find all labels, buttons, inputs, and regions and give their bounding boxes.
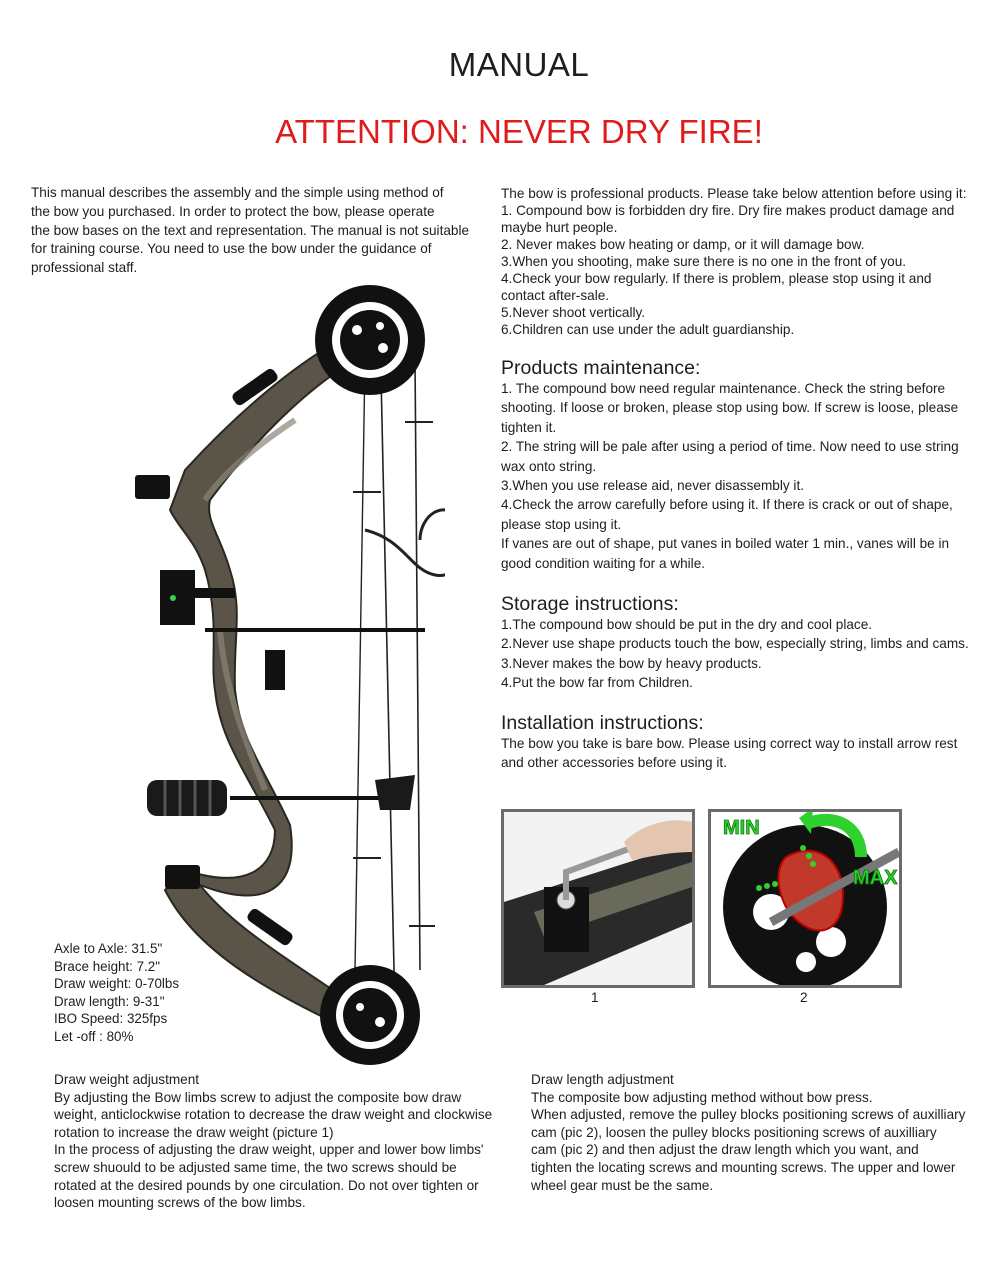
draw-weight-line: loosen mounting screws of the bow limbs.	[54, 1195, 306, 1211]
draw-length-line: wheel gear must be the same.	[531, 1177, 714, 1193]
maintenance-line: 1. The compound bow need regular maintenance. Check the string before	[501, 381, 946, 396]
storage-body	[501, 615, 981, 693]
draw-weight-line: By adjusting the Bow limbs screw to adjust the composite bow draw	[54, 1089, 462, 1105]
attention-line: maybe hurt people.	[501, 220, 618, 235]
attention-list	[501, 185, 981, 338]
spec-line: Draw length: 9-31"	[54, 993, 165, 1009]
attention-line: 1. Compound bow is forbidden dry fire. Dry fire makes product damage and	[501, 203, 955, 218]
draw-length-section	[531, 1071, 981, 1194]
storage-line: 4.Put the bow far from Children.	[501, 675, 693, 691]
draw-weight-line: screw shuould to be adjusted same time, the two screws should be	[54, 1159, 457, 1175]
intro-line: for training course. You need to use the bow under the guidance of	[31, 241, 432, 257]
attention-line: 3.When you shooting, make sure there is no one in the front of you.	[501, 254, 907, 269]
draw-weight-line: rotation to increase the draw weight (picture 1)	[54, 1124, 334, 1140]
storage-line: 3.Never makes the bow by heavy products.	[501, 655, 762, 671]
draw-weight-heading: Draw weight adjustment	[54, 1072, 200, 1087]
spec-line: Brace height: 7.2"	[54, 958, 160, 974]
installation-body	[501, 734, 981, 773]
draw-weight-line: rotated at the desired pounds by one circulation. Do not over tighten or	[54, 1177, 479, 1193]
maintenance-line: shooting. If loose or broken, please stop using bow. If screw is loose, please	[501, 400, 959, 416]
maintenance-line: good condition waiting for a while.	[501, 555, 706, 571]
cam-adjust-image	[711, 812, 899, 985]
storage-line: 1.The compound bow should be put in the dry and cool place.	[501, 617, 873, 632]
draw-weight-section	[54, 1071, 514, 1212]
draw-length-line: When adjusted, remove the pulley blocks positioning screws of auxilliary	[531, 1107, 966, 1123]
spec-line: IBO Speed: 325fps	[54, 1011, 168, 1027]
min-label: MIN	[723, 817, 760, 839]
attention-warning: ATTENTION: NEVER DRY FIRE!	[275, 113, 763, 150]
maintenance-line: If vanes are out of shape, put vanes in boiled water 1 min., vanes will be in	[501, 536, 950, 552]
intro-line: the bow bases on the text and representation. The manual is not suitable	[31, 222, 470, 238]
attention-line: 6.Children can use under the adult guardianship.	[501, 322, 795, 337]
draw-length-line: cam (pic 2) and then adjust the draw length which you want, and	[531, 1142, 919, 1158]
picture-2-caption: 2	[800, 990, 808, 1005]
installation-line: The bow you take is bare bow. Please using correct way to install arrow rest	[501, 736, 958, 751]
picture-1-caption: 1	[591, 990, 599, 1005]
draw-weight-line: weight, anticlockwise rotation to decrease the draw weight and clockwise	[54, 1107, 493, 1123]
maintenance-body	[501, 379, 981, 573]
maintenance-line: please stop using it.	[501, 516, 622, 532]
installation-heading: Installation instructions:	[501, 712, 704, 734]
installation-line: and other accessories before using it.	[501, 755, 727, 771]
maintenance-line: 4.Check the arrow carefully before using it. If there is crack or out of shape,	[501, 497, 953, 513]
storage-heading: Storage instructions:	[501, 593, 679, 615]
attention-line: 5.Never shoot vertically.	[501, 305, 646, 320]
draw-length-heading: Draw length adjustment	[531, 1072, 674, 1087]
attention-line: The bow is professional products. Please take below attention before using it:	[501, 186, 967, 201]
draw-length-line: cam (pic 2), loosen the pulley blocks positioning screws of auxilliary	[531, 1124, 937, 1140]
spec-line: Axle to Axle: 31.5"	[54, 941, 163, 956]
draw-length-line: The composite bow adjusting method without bow press.	[531, 1089, 873, 1105]
maintenance-heading: Products maintenance:	[501, 357, 701, 379]
maintenance-line: 3.When you use release aid, never disassembly it.	[501, 478, 804, 494]
draw-length-line: tighten the locating screws and mounting screws. The upper and lower	[531, 1159, 956, 1175]
attention-line: 2. Never makes bow heating or damp, or it will damage bow.	[501, 237, 865, 252]
storage-line: 2.Never use shape products touch the bow, especially string, limbs and cams.	[501, 636, 969, 652]
draw-weight-line: In the process of adjusting the draw weight, upper and lower bow limbs'	[54, 1142, 484, 1158]
spec-line: Let -off : 80%	[54, 1028, 134, 1044]
intro-line: the bow you purchased. In order to protect the bow, please operate	[31, 203, 435, 219]
page-title: MANUAL	[448, 46, 590, 83]
maintenance-line: wax onto string.	[501, 458, 597, 474]
picture-1	[501, 809, 695, 988]
picture-2	[708, 809, 902, 988]
intro-paragraph	[31, 184, 481, 278]
attention-line: contact after-sale.	[501, 288, 610, 303]
intro-line: This manual describes the assembly and the simple using method of	[31, 185, 444, 200]
limb-screw-adjust-image	[504, 812, 692, 985]
bow-specs	[54, 940, 254, 1046]
maintenance-line: 2. The string will be pale after using a period of time. Now need to use string	[501, 439, 959, 455]
maintenance-line: tighten it.	[501, 419, 557, 435]
intro-line: professional staff.	[31, 260, 138, 276]
spec-line: Draw weight: 0-70lbs	[54, 976, 180, 992]
max-label: MAX	[853, 867, 898, 889]
attention-line: 4.Check your bow regularly. If there is problem, please stop using it and	[501, 271, 932, 286]
